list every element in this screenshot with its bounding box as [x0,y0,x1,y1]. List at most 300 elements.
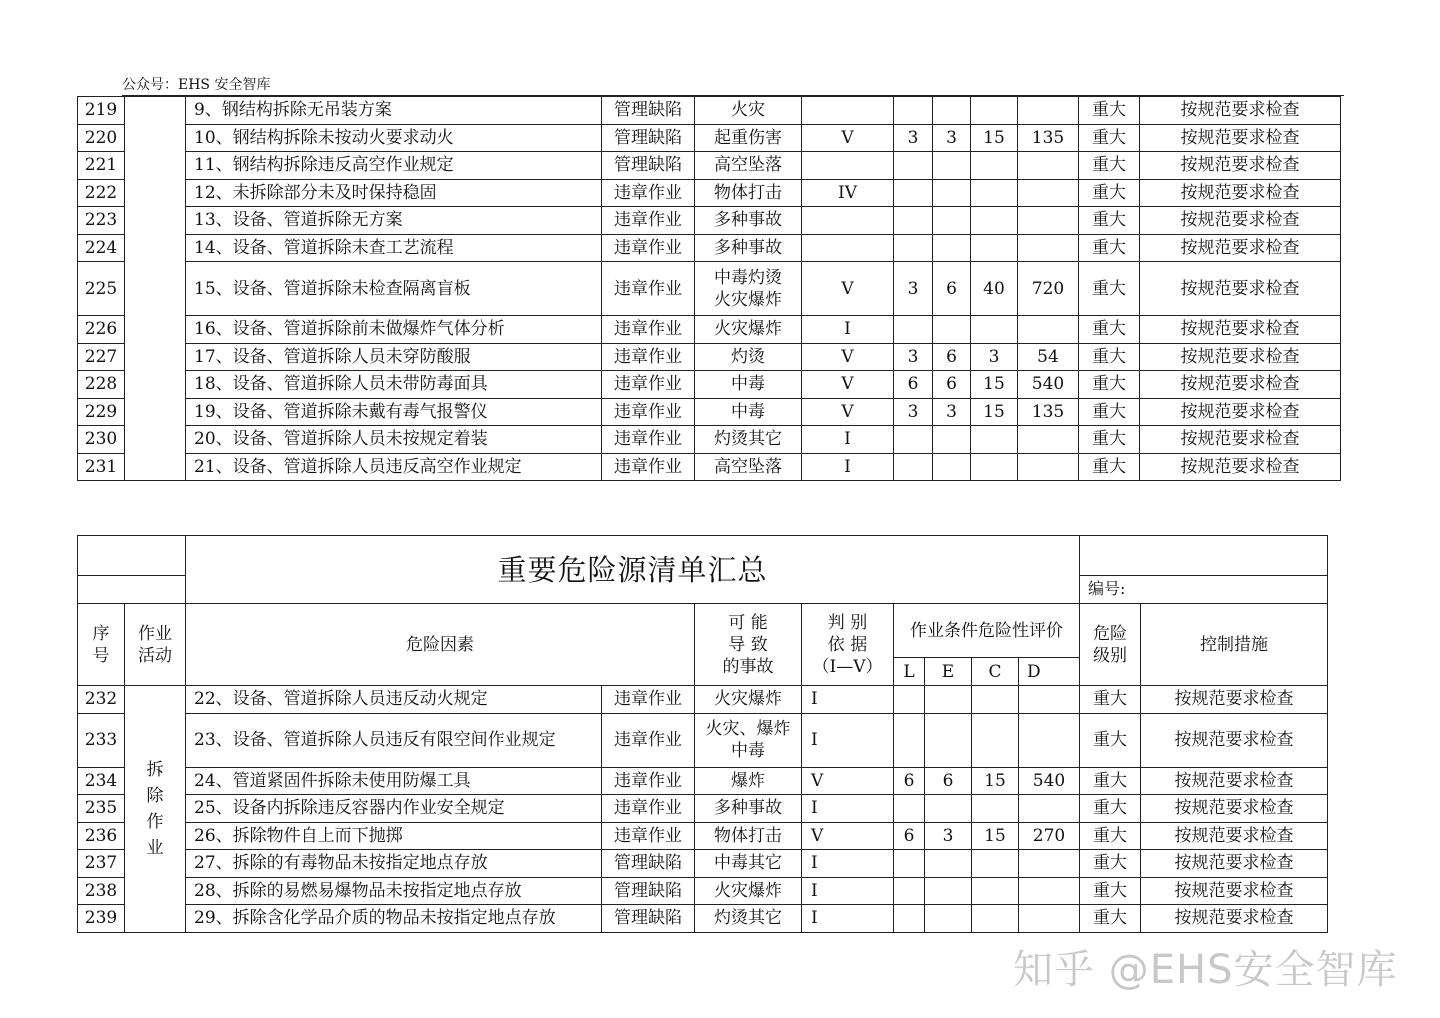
score-E [933,426,971,454]
score-E: 3 [925,822,972,850]
activity-char: 业 [146,837,164,858]
factor-type: 违章作业 [602,767,695,795]
accident-cell [695,850,802,878]
col-header-no [78,604,125,686]
col-header-accident-line2: 导 致 [728,634,768,655]
col-header-level [1080,604,1141,686]
score-E [925,850,972,878]
row-number: 228 [78,371,125,399]
table-row [78,343,1341,371]
basis-cell: V [802,262,894,316]
accident-cell [695,316,802,344]
score-L [894,316,933,344]
col-header-factor: 危险因素 [186,604,695,686]
risk-level: 重大 [1080,905,1141,933]
hazard-table-2 [77,535,1328,933]
control-measure: 按规范要求检查 [1141,795,1328,823]
col-header-accident-line1: 可 能 [728,612,768,633]
score-C [971,97,1018,125]
basis-cell: V [802,822,894,850]
activity-char: 拆 [146,759,164,780]
accident-line: 高空坠落 [714,456,782,477]
accident-cell [695,343,802,371]
basis-cell [802,97,894,125]
risk-level: 重大 [1080,767,1141,795]
hazard-factor: 12、未拆除部分未及时保持稳固 [186,179,602,207]
col-header-basis-line2: 依 据 [827,634,868,655]
score-D [1019,877,1080,905]
hazard-factor: 28、拆除的易燃易爆物品未按指定地点存放 [186,877,602,905]
score-E [933,152,971,180]
accident-cell [695,453,802,481]
activity-cell [125,686,186,933]
accident-line: 物体打击 [714,182,782,203]
factor-type: 违章作业 [602,234,695,262]
table-row [78,426,1341,454]
table-row [78,795,1328,823]
row-number: 219 [78,97,125,125]
factor-type: 违章作业 [602,713,695,767]
accident-line: 中毒灼烫 [714,267,782,288]
score-C [971,426,1018,454]
accident-cell [695,398,802,426]
basis-cell: I [802,795,894,823]
col-header-basis [802,604,894,686]
col-header-activity [125,604,186,686]
score-C [971,316,1018,344]
accident-line: 中毒 [731,401,765,422]
col-header-level-line2: 级别 [1093,645,1128,666]
score-L [894,905,925,933]
accident-cell [695,713,802,767]
table-row [78,124,1341,152]
accident-cell [695,686,802,714]
score-C [972,905,1019,933]
factor-type: 管理缺陷 [602,124,695,152]
header-blank-cell-bottom [78,576,186,604]
accident-line: 火灾爆炸 [714,880,782,901]
table-row [78,234,1341,262]
factor-type: 违章作业 [602,371,695,399]
table-row [78,850,1328,878]
accident-cell [695,795,802,823]
watermark: 知乎 @EHS安全智库 [1013,947,1398,993]
accident-line: 灼烫其它 [714,908,782,929]
factor-type: 违章作业 [602,822,695,850]
control-measure: 按规范要求检查 [1140,124,1341,152]
score-D: 540 [1018,371,1079,399]
score-D [1018,426,1079,454]
row-number: 239 [78,905,125,933]
score-C: 3 [971,343,1018,371]
risk-level: 重大 [1080,877,1141,905]
score-E: 6 [933,262,971,316]
row-number: 221 [78,152,125,180]
score-L [894,850,925,878]
hazard-factor: 27、拆除的有毒物品未按指定地点存放 [186,850,602,878]
score-C [971,207,1018,235]
score-L: 3 [894,262,933,316]
score-E [933,234,971,262]
factor-type: 违章作业 [602,179,695,207]
hazard-factor: 9、钢结构拆除无吊装方案 [186,97,602,125]
basis-cell: I [802,453,894,481]
control-measure: 按规范要求检查 [1141,686,1328,714]
score-E [933,453,971,481]
score-C [972,850,1019,878]
control-measure: 按规范要求检查 [1140,179,1341,207]
risk-level: 重大 [1079,124,1140,152]
score-L [894,97,933,125]
score-D [1018,234,1079,262]
score-C: 15 [972,767,1019,795]
accident-cell [695,371,802,399]
table-row [78,822,1328,850]
score-C [972,686,1019,714]
accident-line: 爆炸 [731,770,765,791]
score-E: 6 [933,371,971,399]
score-D: 135 [1018,124,1079,152]
table-row [78,713,1328,767]
score-C [972,795,1019,823]
score-E: 3 [933,398,971,426]
basis-cell [802,234,894,262]
risk-level: 重大 [1079,371,1140,399]
basis-cell: IV [802,179,894,207]
accident-cell [695,822,802,850]
accident-line: 火灾爆炸 [714,319,782,340]
accident-line: 中毒其它 [714,853,782,874]
header-blank-cell-right [1080,536,1328,576]
score-C [971,234,1018,262]
row-number: 232 [78,686,125,714]
score-L [894,234,933,262]
score-L: 6 [894,767,925,795]
row-number: 225 [78,262,125,316]
risk-level: 重大 [1079,398,1140,426]
risk-level: 重大 [1079,453,1140,481]
score-E [925,905,972,933]
hazard-factor: 15、设备、管道拆除未检查隔离盲板 [186,262,602,316]
accident-line: 中毒 [731,374,765,395]
risk-level: 重大 [1079,262,1140,316]
col-header-C: C [972,658,1019,686]
basis-cell: V [802,371,894,399]
accident-cell [695,179,802,207]
row-number: 229 [78,398,125,426]
control-measure: 按规范要求检查 [1141,767,1328,795]
control-measure: 按规范要求检查 [1140,234,1341,262]
factor-type: 违章作业 [602,316,695,344]
score-C [971,152,1018,180]
score-D [1018,97,1079,125]
score-C: 40 [971,262,1018,316]
serial-number-label: 编号: [1080,576,1328,604]
factor-type: 违章作业 [602,343,695,371]
hazard-factor: 10、钢结构拆除未按动火要求动火 [186,124,602,152]
table-row [78,371,1341,399]
row-number: 222 [78,179,125,207]
factor-type: 违章作业 [602,207,695,235]
accident-cell [695,426,802,454]
col-header-no-line2: 号 [92,645,110,666]
accident-cell [695,905,802,933]
score-D: 54 [1018,343,1079,371]
row-number: 220 [78,124,125,152]
accident-line: 火灾、爆炸 [705,719,791,739]
accident-line: 多种事故 [714,798,782,819]
score-D [1018,207,1079,235]
risk-level: 重大 [1079,234,1140,262]
control-measure: 按规范要求检查 [1140,152,1341,180]
score-L [894,207,933,235]
score-E [925,877,972,905]
basis-cell: I [802,316,894,344]
factor-type: 违章作业 [602,453,695,481]
basis-cell: I [802,426,894,454]
hazard-factor: 19、设备、管道拆除未戴有毒气报警仪 [186,398,602,426]
score-E [925,713,972,767]
basis-cell: I [802,713,894,767]
col-header-measure: 控制措施 [1141,604,1328,686]
risk-level: 重大 [1079,343,1140,371]
accident-cell [695,152,802,180]
control-measure: 按规范要求检查 [1140,426,1341,454]
accident-line: 火灾爆炸 [714,289,782,310]
score-C [971,453,1018,481]
score-E [933,316,971,344]
basis-cell: V [802,124,894,152]
score-L [894,795,925,823]
score-C: 15 [971,398,1018,426]
accident-line: 多种事故 [714,210,782,231]
hazard-factor: 20、设备、管道拆除人员未按规定着装 [186,426,602,454]
factor-type: 管理缺陷 [602,905,695,933]
accident-cell [695,97,802,125]
accident-cell [695,767,802,795]
table-row [78,686,1328,714]
hazard-factor: 25、设备内拆除违反容器内作业安全规定 [186,795,602,823]
basis-cell [802,152,894,180]
score-E: 6 [925,767,972,795]
table-row [78,398,1341,426]
basis-cell: V [802,343,894,371]
hazard-table-1 [77,96,1341,481]
score-D: 270 [1019,822,1080,850]
factor-type: 管理缺陷 [602,850,695,878]
score-D: 720 [1018,262,1079,316]
factor-type: 管理缺陷 [602,152,695,180]
accident-line: 火灾爆炸 [714,689,782,710]
accident-line: 起重伤害 [714,127,782,148]
header-note: 公众号：EHS 安全智库 [122,77,271,93]
factor-type: 违章作业 [602,686,695,714]
score-L [894,713,925,767]
row-number: 227 [78,343,125,371]
risk-level: 重大 [1080,795,1141,823]
control-measure: 按规范要求检查 [1140,371,1341,399]
risk-level: 重大 [1079,207,1140,235]
score-E [933,179,971,207]
control-measure: 按规范要求检查 [1140,97,1341,125]
control-measure: 按规范要求检查 [1141,877,1328,905]
hazard-factor: 13、设备、管道拆除无方案 [186,207,602,235]
control-measure: 按规范要求检查 [1141,905,1328,933]
accident-cell [695,262,802,316]
score-E [925,686,972,714]
risk-level: 重大 [1079,152,1140,180]
table-row [78,152,1341,180]
table-title: 重要危险源清单汇总 [186,536,1080,604]
score-L [894,179,933,207]
row-number: 231 [78,453,125,481]
control-measure: 按规范要求检查 [1140,262,1341,316]
activity-cell [125,97,186,481]
score-C [971,179,1018,207]
score-C: 15 [971,124,1018,152]
risk-level: 重大 [1079,316,1140,344]
score-D [1019,686,1080,714]
factor-type: 违章作业 [602,426,695,454]
score-L [894,877,925,905]
risk-level: 重大 [1079,179,1140,207]
col-header-level-line1: 危险 [1093,623,1128,644]
row-number: 230 [78,426,125,454]
risk-level: 重大 [1080,713,1141,767]
control-measure: 按规范要求检查 [1140,398,1341,426]
score-E [933,207,971,235]
accident-line: 多种事故 [714,237,782,258]
risk-level: 重大 [1080,686,1141,714]
accident-cell [695,207,802,235]
risk-level: 重大 [1079,426,1140,454]
col-header-L: L [894,658,925,686]
hazard-factor: 22、设备、管道拆除人员违反动火规定 [186,686,602,714]
hazard-factor: 11、钢结构拆除违反高空作业规定 [186,152,602,180]
table-row [78,905,1328,933]
activity-char: 作 [146,811,164,832]
hazard-factor: 14、设备、管道拆除未查工艺流程 [186,234,602,262]
accident-cell [695,124,802,152]
factor-type: 管理缺陷 [602,877,695,905]
score-L: 6 [894,822,925,850]
score-D [1019,905,1080,933]
control-measure: 按规范要求检查 [1141,822,1328,850]
score-L [894,686,925,714]
table-row [78,767,1328,795]
hazard-factor: 18、设备、管道拆除人员未带防毒面具 [186,371,602,399]
hazard-factor: 23、设备、管道拆除人员违反有限空间作业规定 [186,713,602,767]
control-measure: 按规范要求检查 [1140,316,1341,344]
hazard-factor: 29、拆除含化学品介质的物品未按指定地点存放 [186,905,602,933]
score-C: 15 [972,822,1019,850]
risk-level: 重大 [1080,850,1141,878]
risk-level: 重大 [1079,97,1140,125]
score-E [925,795,972,823]
basis-cell: V [802,767,894,795]
col-header-accident [695,604,802,686]
score-L [894,453,933,481]
control-measure: 按规范要求检查 [1140,343,1341,371]
score-C [972,713,1019,767]
score-D [1018,152,1079,180]
col-header-activity-line2: 活动 [138,645,172,666]
accident-line: 灼烫其它 [714,429,782,450]
accident-line: 灼烫 [731,346,765,367]
score-D: 540 [1019,767,1080,795]
basis-cell: I [802,850,894,878]
row-number: 224 [78,234,125,262]
score-D [1018,316,1079,344]
hazard-factor: 26、拆除物件自上而下抛掷 [186,822,602,850]
score-E: 3 [933,124,971,152]
control-measure: 按规范要求检查 [1141,850,1328,878]
score-C: 15 [971,371,1018,399]
score-L [894,426,933,454]
accident-line: 高空坠落 [714,155,782,176]
row-number: 233 [78,713,125,767]
row-number: 226 [78,316,125,344]
factor-type: 违章作业 [602,398,695,426]
score-E: 6 [933,343,971,371]
col-header-D: D [1019,658,1080,686]
col-header-no-line1: 序 [92,623,110,644]
table-row [78,97,1341,125]
row-number: 223 [78,207,125,235]
risk-level: 重大 [1080,822,1141,850]
hazard-factor: 16、设备、管道拆除前未做爆炸气体分析 [186,316,602,344]
row-number: 238 [78,877,125,905]
basis-cell: I [802,877,894,905]
factor-type: 管理缺陷 [602,97,695,125]
row-number: 235 [78,795,125,823]
accident-cell [695,234,802,262]
col-header-basis-line1: 判 别 [827,612,868,633]
table-row [78,179,1341,207]
table-row [78,316,1341,344]
score-D [1018,453,1079,481]
score-E [933,97,971,125]
score-D: 135 [1018,398,1079,426]
score-D [1018,179,1079,207]
control-measure: 按规范要求检查 [1141,713,1328,767]
score-L: 3 [894,398,933,426]
hazard-factor: 17、设备、管道拆除人员未穿防酸服 [186,343,602,371]
header-blank-cell-top [78,536,186,576]
row-number: 237 [78,850,125,878]
accident-line: 火灾 [731,100,765,121]
col-header-accident-line3: 的事故 [722,656,774,677]
table-row [78,453,1341,481]
table-row [78,207,1341,235]
hazard-factor: 21、设备、管道拆除人员违反高空作业规定 [186,453,602,481]
basis-cell: I [802,905,894,933]
score-C [972,877,1019,905]
row-number: 236 [78,822,125,850]
score-D [1019,713,1080,767]
basis-cell: V [802,398,894,426]
factor-type: 违章作业 [602,795,695,823]
control-measure: 按规范要求检查 [1140,207,1341,235]
accident-cell [695,877,802,905]
score-L: 3 [894,343,933,371]
col-header-E: E [925,658,972,686]
col-header-activity-line1: 作业 [138,623,172,644]
accident-line: 物体打击 [714,825,782,846]
table-row [78,262,1341,316]
col-header-basis-line3: （I—V） [812,656,883,677]
control-measure: 按规范要求检查 [1140,453,1341,481]
